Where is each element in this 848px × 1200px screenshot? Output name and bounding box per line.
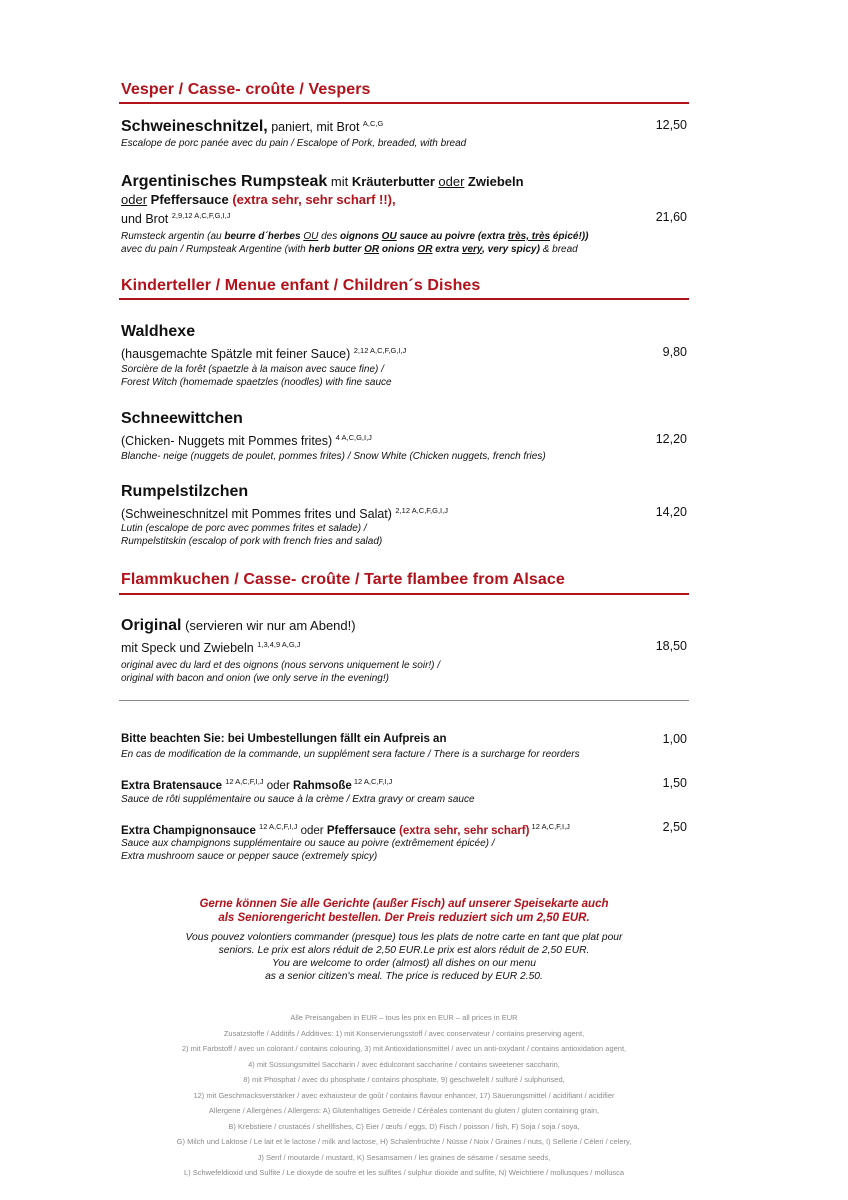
- translation-text: OU: [381, 231, 397, 242]
- item-translation: Sorcière de la forêt (spaetzle à la maison avec sauce fine) /: [121, 364, 384, 375]
- allergen-codes: 4 A,C,G,I,J: [335, 433, 372, 442]
- section-title-flamm: Flammkuchen / Casse- croûte / Tarte flambee from Alsace: [121, 571, 565, 588]
- item-description: (hausgemachte Spätzle mit feiner Sauce): [121, 347, 354, 361]
- extra-name: Extra Champignonsauce: [121, 825, 260, 837]
- footnote-line: Alle Preisangaben in EUR – tous les prix en EUR – all prices in EUR: [290, 1013, 518, 1022]
- item-translation: Sauce de rôti supplémentaire ou sauce à la crème / Extra gravy or cream sauce: [121, 794, 475, 805]
- option-separator: oder: [121, 192, 148, 207]
- senior-notice-de-2: als Seniorengericht bestellen. Der Preis reduziert sich um 2,50 EUR.: [218, 912, 590, 924]
- senior-notice-fr-2: seniors. Le prix est alors réduit de 2,50 EUR.Le prix est alors réduit de 2,50 EUR.: [218, 945, 590, 956]
- section-divider: [119, 298, 689, 300]
- option-separator: oder: [438, 174, 465, 189]
- item-description: mit: [327, 174, 352, 189]
- translation-text: OR: [364, 244, 380, 255]
- section-divider: [119, 593, 689, 595]
- extra-name: Extra Bratensauce: [121, 780, 226, 792]
- item-name: Schweineschnitzel,: [121, 118, 268, 135]
- section-title-kinder: Kinderteller / Menue enfant / Children´s Dishes: [121, 277, 481, 294]
- item-price: 9,80: [662, 345, 687, 359]
- translation-text: very: [461, 244, 483, 255]
- item-description: (Chicken- Nuggets mit Pommes frites): [121, 434, 336, 448]
- menu-item-schneewittchen: [121, 431, 372, 448]
- item-price: 1,00: [662, 732, 687, 746]
- menu-item-waldhexe: [121, 344, 406, 361]
- allergen-codes: 12 A,C,F,I,J: [351, 777, 393, 786]
- menu-item-rumpsteak-line3: [121, 209, 231, 226]
- extra-braten-sauce: [121, 775, 392, 793]
- allergen-codes: 12 A,C,F,I,J: [529, 822, 570, 831]
- senior-notice-en-2: as a senior citizen's meal. The price is reduced by EUR 2.50.: [265, 971, 543, 982]
- extra-champignon-sauce: [121, 820, 570, 838]
- item-price: 2,50: [662, 820, 687, 834]
- option-separator: oder: [263, 780, 293, 792]
- item-price: 1,50: [662, 776, 687, 790]
- item-translation-fr: [121, 231, 588, 243]
- footnote-line: Allergene / Allergènes / Allergens: A) Glutenhaltiges Getreide / Céréales contenant du gluten / gluten containing grain,: [208, 1106, 600, 1115]
- allergen-codes: 12 A,C,F,I,J: [259, 822, 298, 831]
- footnote-line: J) Senf / moutarde / mustard, K) Sesamsamen / les graines de sésame / sesame seeds,: [257, 1152, 551, 1162]
- spicy-warning: (extra sehr, sehr scharf !!),: [232, 192, 396, 207]
- option-pepper-sauce: Pfeffersauce: [150, 192, 229, 207]
- translation-text: onions: [381, 244, 415, 255]
- footnote-line: G) Milch und Laktose / Le lait et le lactose / milk and lactose, H) Schalenfrüchte / Nüsse / Noix / Graines / nuts, I) Sellerie / Céleri / celery,: [176, 1137, 632, 1146]
- translation-text: Rumsteck argentin (au: [121, 231, 225, 242]
- translation-text: oignons: [340, 231, 379, 242]
- item-price: 12,20: [655, 432, 687, 446]
- item-translation: Lutin (escalope de porc avec pommes frites et salade) /: [121, 523, 367, 534]
- menu-item-rumpsteak-line2: [121, 193, 396, 207]
- extra-name: Pfeffersauce: [326, 825, 400, 837]
- item-translation: En cas de modification de la commande, un supplément sera facture / There is a surcharge for reorders: [121, 749, 580, 760]
- translation-text: sauce au poivre: [399, 231, 476, 242]
- item-translation: Extra mushroom sauce or pepper sauce (extremely spicy): [121, 851, 378, 862]
- menu-item-rumpelstilzchen: [121, 504, 448, 521]
- item-description: und Brot: [121, 212, 172, 226]
- footnote-line: 4) mit Süssungsmittel Saccharin / avec édulcorant saccharine / contains sweetener saccharin,: [248, 1059, 560, 1069]
- spicy-warning: (extra sehr, sehr scharf): [399, 825, 530, 837]
- footnote-line: B) Krebstiere / crustacés / shellfishes, C) Eier / œufs / eggs, D) Fisch / poisson / fish, F) Soja / soja / soya,: [228, 1121, 580, 1131]
- translation-text: , very spicy): [482, 244, 540, 255]
- item-name-rumpelstilzchen: Rumpelstilzchen: [121, 483, 249, 500]
- item-price: 14,20: [655, 505, 687, 519]
- translation-text: extra: [432, 244, 462, 255]
- item-name: Argentinisches Rumpsteak: [121, 173, 328, 190]
- senior-notice-fr-1: Vous pouvez volontiers commander (presque) tous les plats de notre carte en tant que plat pour: [185, 932, 623, 943]
- menu-item-original: [121, 619, 356, 633]
- extra-name: Rahmsoße: [292, 780, 352, 792]
- item-translation: original with bacon and onion (we only serve in the evening!): [121, 673, 389, 684]
- option-onions: Zwiebeln: [467, 174, 524, 189]
- item-translation: Forest Witch (homemade spaetzles (noodles) with fine sauce: [121, 377, 392, 388]
- item-price: 12,50: [655, 118, 687, 132]
- translation-text: OU: [303, 231, 319, 242]
- option-separator: oder: [297, 825, 327, 837]
- reorder-notice: Bitte beachten Sie: bei Umbestellungen fällt ein Aufpreis an: [121, 733, 447, 745]
- allergen-codes: 2,12 A,C,F,G,I,J: [395, 506, 448, 515]
- menu-item-schweineschnitzel: [121, 117, 383, 134]
- allergen-codes: 2,12 A,C,F,G,I,J: [353, 346, 407, 355]
- item-translation: Escalope de porc panée avec du pain / Escalope of Pork, breaded, with bread: [121, 138, 467, 149]
- section-divider: [119, 102, 689, 104]
- senior-notice-en-1: You are welcome to order (almost) all dishes on our menu: [272, 958, 536, 969]
- item-name-schneewittchen: Schneewittchen: [121, 410, 243, 427]
- item-translation: Blanche- neige (nuggets de poulet, pommes frites) / Snow White (Chicken nuggets, french fries): [121, 451, 546, 462]
- option-herb-butter: Kräuterbutter: [351, 174, 435, 189]
- translation-text: des: [318, 231, 340, 242]
- senior-notice-de-1: Gerne können Sie alle Gerichte (außer Fisch) auf unserer Speisekarte auch: [199, 898, 609, 910]
- item-translation: Rumpelstitskin (escalop of pork with french fries and salad): [121, 536, 383, 547]
- footnote-line: Zusatzstoffe / Additifs / Additives: 1) mit Konservierungsstoff / avec conservateur / contains preserving agent,: [223, 1028, 585, 1038]
- translation-text: beurre d´herbes: [224, 231, 301, 242]
- footnote-line: L) Schwefeldioxid und Sulfite / Le dioxyde de soufre et les sulfites / sulphur dioxide and sulfite, N) Weichtiere / mollusques / mollusca: [183, 1168, 625, 1177]
- footnote-line: 2) mit Farbstoff / avec un colorant / contains colouring, 3) mit Antioxidationsmittel / avec un anti-oxydant / contains antioxidation agent,: [181, 1044, 627, 1053]
- footnote-line: 12) mit Geschmacksverstärker / avec exhausteur de goût / contains flavour enhancer, 17) Säuerungsmittel / acidifiant / acidifier: [193, 1090, 615, 1100]
- menu-item-rumpsteak: [121, 175, 524, 189]
- footnotes: [0, 1010, 808, 1181]
- allergen-codes: 12 A,C,F,I,J: [225, 777, 264, 786]
- item-description: mit Speck und Zwiebeln: [121, 641, 258, 655]
- item-translation: original avec du lard et des oignons (nous servons uniquement le soir!) /: [121, 660, 441, 671]
- item-name-waldhexe: Waldhexe: [121, 323, 196, 340]
- translation-text: (extra: [475, 231, 508, 242]
- section-title-vesper: Vesper / Casse- croûte / Vespers: [121, 81, 371, 98]
- allergen-codes: 1,3,4,9 A,G,J: [257, 640, 301, 649]
- allergen-codes: A,C,G: [362, 119, 384, 128]
- translation-text: & bread: [539, 244, 578, 255]
- item-price: 21,60: [655, 210, 687, 224]
- item-description: (Schweineschnitzel mit Pommes frites und Salat): [121, 507, 396, 521]
- translation-text: très, très: [507, 231, 551, 242]
- item-name: Original: [121, 617, 182, 634]
- item-translation: Sauce aux champignons supplémentaire ou sauce au poivre (extrêmement épicée) /: [121, 838, 495, 849]
- allergen-codes: 2,9,12 A,C,F,G,I,J: [171, 211, 231, 220]
- translation-text: OR: [417, 244, 433, 255]
- menu-item-original-line2: [121, 638, 301, 655]
- translation-text: herb butter: [308, 244, 362, 255]
- item-note: (servieren wir nur am Abend!): [181, 618, 356, 633]
- translation-text: avec du pain / Rumpsteak Argentine (with: [121, 244, 309, 255]
- translation-text: épicé!)): [550, 231, 589, 242]
- item-translation-en: [121, 244, 578, 256]
- item-price: 18,50: [655, 639, 687, 653]
- item-description: paniert, mit Brot: [267, 120, 363, 134]
- section-divider: [119, 700, 689, 701]
- footnote-line: 8) mit Phosphat / avec du phosphate / contains phosphate, 9) geschwefelt / sulfuré / sulphurised,: [243, 1075, 565, 1084]
